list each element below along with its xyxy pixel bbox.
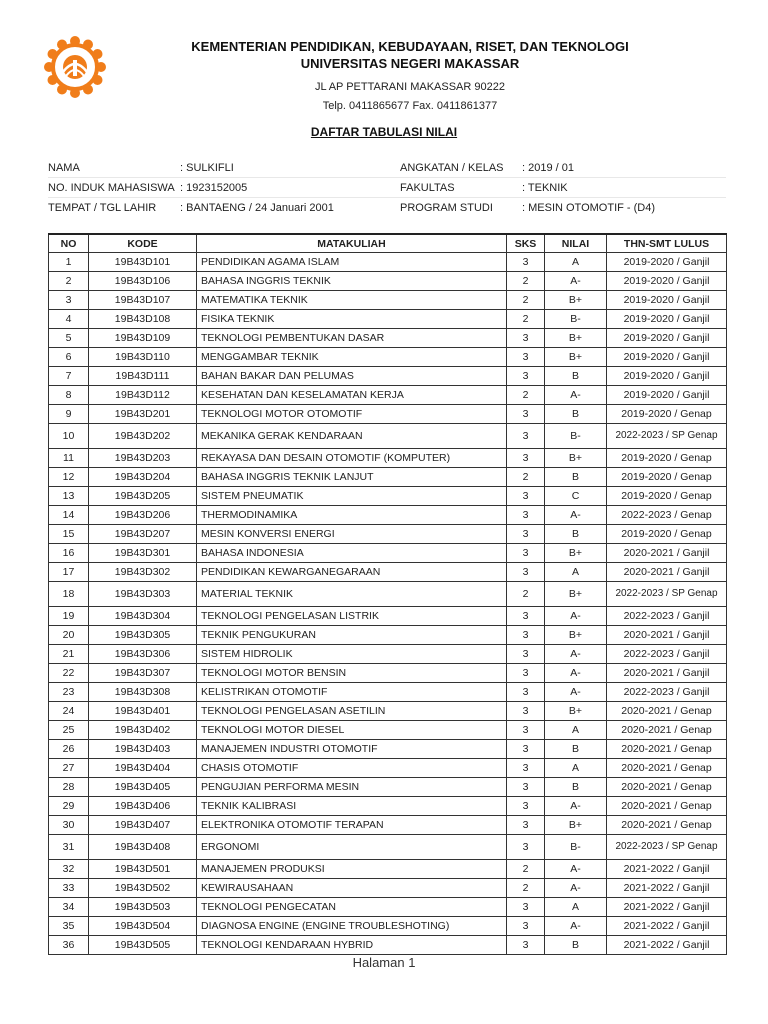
cell-matakuliah: ELEKTRONIKA OTOMOTIF TERAPAN [197, 816, 507, 835]
cell-no: 8 [49, 386, 89, 405]
cell-kode: 19B43D202 [89, 424, 197, 449]
table-row [49, 310, 727, 329]
cell-thn-smt-lulus: 2019-2020 / Ganjil [607, 291, 727, 310]
info-label: TEMPAT / TGL LAHIR [48, 201, 157, 214]
cell-sks: 2 [507, 272, 545, 291]
cell-thn-smt-lulus: 2021-2022 / Ganjil [607, 879, 727, 898]
cell-matakuliah: TEKNOLOGI MOTOR BENSIN [197, 664, 507, 683]
cell-sks: 2 [507, 468, 545, 487]
cell-sks: 2 [507, 860, 545, 879]
table-row [49, 506, 727, 525]
cell-thn-smt-lulus: 2019-2020 / Genap [607, 449, 727, 468]
cell-thn-smt-lulus: 2022-2023 / Ganjil [607, 645, 727, 664]
ministry-name: KEMENTERIAN PENDIDIKAN, KEBUDAYAAN, RISET, DAN TEKNOLOGI [191, 39, 629, 54]
cell-thn-smt-lulus: 2022-2023 / Genap [607, 506, 727, 525]
cell-sks: 2 [507, 291, 545, 310]
cell-sks: 3 [507, 525, 545, 544]
cell-matakuliah: TEKNOLOGI MOTOR DIESEL [197, 721, 507, 740]
cell-nilai: A [545, 898, 607, 917]
table-row [49, 759, 727, 778]
cell-thn-smt-lulus: 2019-2020 / Genap [607, 487, 727, 506]
cell-kode: 19B43D101 [89, 253, 197, 272]
cell-sks: 3 [507, 721, 545, 740]
cell-matakuliah: MANAJEMEN INDUSTRI OTOMOTIF [197, 740, 507, 759]
cell-sks: 3 [507, 835, 545, 860]
university-address: JL AP PETTARANI MAKASSAR 90222 [315, 81, 505, 93]
cell-matakuliah: KELISTRIKAN OTOMOTIF [197, 683, 507, 702]
cell-no: 32 [49, 860, 89, 879]
cell-thn-smt-lulus: 2021-2022 / Ganjil [607, 936, 727, 955]
cell-no: 31 [49, 835, 89, 860]
cell-kode: 19B43D205 [89, 487, 197, 506]
column-header-nilai: NILAI [545, 234, 607, 253]
cell-kode: 19B43D308 [89, 683, 197, 702]
cell-kode: 19B43D107 [89, 291, 197, 310]
cell-matakuliah: PENDIDIKAN KEWARGANEGARAAN [197, 563, 507, 582]
cell-no: 12 [49, 468, 89, 487]
cell-no: 30 [49, 816, 89, 835]
table-row [49, 816, 727, 835]
cell-nilai: B [545, 367, 607, 386]
cell-kode: 19B43D108 [89, 310, 197, 329]
cell-nilai: B+ [545, 816, 607, 835]
table-row [49, 645, 727, 664]
cell-no: 13 [49, 487, 89, 506]
cell-thn-smt-lulus: 2022-2023 / Ganjil [607, 683, 727, 702]
cell-kode: 19B43D408 [89, 835, 197, 860]
cell-no: 27 [49, 759, 89, 778]
cell-thn-smt-lulus: 2022-2023 / SP Genap [607, 582, 727, 607]
table-row [49, 487, 727, 506]
cell-nilai: B [545, 468, 607, 487]
cell-sks: 3 [507, 740, 545, 759]
table-row [49, 449, 727, 468]
info-row [48, 158, 726, 178]
cell-sks: 3 [507, 367, 545, 386]
info-label: PROGRAM STUDI [400, 201, 493, 214]
info-label: NO. INDUK MAHASISWA [48, 181, 175, 194]
cell-no: 34 [49, 898, 89, 917]
cell-sks: 3 [507, 797, 545, 816]
table-row [49, 917, 727, 936]
info-value: : TEKNIK [522, 181, 568, 194]
cell-matakuliah: KEWIRAUSAHAAN [197, 879, 507, 898]
table-row [49, 879, 727, 898]
table-row [49, 936, 727, 955]
cell-kode: 19B43D204 [89, 468, 197, 487]
cell-nilai: A [545, 759, 607, 778]
cell-no: 10 [49, 424, 89, 449]
grades-table [48, 233, 727, 955]
cell-thn-smt-lulus: 2020-2021 / Ganjil [607, 544, 727, 563]
cell-sks: 2 [507, 582, 545, 607]
cell-sks: 3 [507, 424, 545, 449]
cell-matakuliah: FISIKA TEKNIK [197, 310, 507, 329]
cell-nilai: B [545, 778, 607, 797]
cell-no: 19 [49, 607, 89, 626]
info-value: : MESIN OTOMOTIF - (D4) [522, 201, 656, 214]
cell-sks: 3 [507, 898, 545, 917]
cell-nilai: A- [545, 860, 607, 879]
cell-sks: 2 [507, 386, 545, 405]
cell-no: 11 [49, 449, 89, 468]
cell-no: 14 [49, 506, 89, 525]
cell-kode: 19B43D406 [89, 797, 197, 816]
cell-no: 9 [49, 405, 89, 424]
cell-kode: 19B43D111 [89, 367, 197, 386]
cell-matakuliah: TEKNOLOGI KENDARAAN HYBRID [197, 936, 507, 955]
cell-sks: 3 [507, 778, 545, 797]
cell-matakuliah: ERGONOMI [197, 835, 507, 860]
cell-kode: 19B43D403 [89, 740, 197, 759]
table-row [49, 721, 727, 740]
cell-thn-smt-lulus: 2022-2023 / SP Genap [607, 835, 727, 860]
cell-no: 24 [49, 702, 89, 721]
cell-no: 17 [49, 563, 89, 582]
cell-nilai: B+ [545, 582, 607, 607]
cell-thn-smt-lulus: 2020-2021 / Genap [607, 778, 727, 797]
info-value: : 2019 / 01 [522, 161, 574, 174]
cell-sks: 2 [507, 879, 545, 898]
cell-thn-smt-lulus: 2019-2020 / Ganjil [607, 329, 727, 348]
cell-nilai: B [545, 936, 607, 955]
cell-matakuliah: BAHASA INDONESIA [197, 544, 507, 563]
cell-sks: 3 [507, 683, 545, 702]
cell-thn-smt-lulus: 2020-2021 / Genap [607, 721, 727, 740]
table-row [49, 860, 727, 879]
cell-matakuliah: MEKANIKA GERAK KENDARAAN [197, 424, 507, 449]
cell-matakuliah: MENGGAMBAR TEKNIK [197, 348, 507, 367]
cell-sks: 3 [507, 487, 545, 506]
cell-sks: 3 [507, 544, 545, 563]
cell-matakuliah: TEKNOLOGI PENGECATAN [197, 898, 507, 917]
cell-nilai: B+ [545, 329, 607, 348]
cell-kode: 19B43D305 [89, 626, 197, 645]
info-row [48, 178, 726, 198]
cell-no: 35 [49, 917, 89, 936]
column-header-matakuliah: MATAKULIAH [197, 234, 507, 253]
table-row [49, 291, 727, 310]
cell-matakuliah: TEKNOLOGI PENGELASAN LISTRIK [197, 607, 507, 626]
info-value: : 1923152005 [180, 181, 248, 194]
cell-matakuliah: CHASIS OTOMOTIF [197, 759, 507, 778]
cell-nilai: C [545, 487, 607, 506]
cell-nilai: A- [545, 683, 607, 702]
cell-matakuliah: BAHAN BAKAR DAN PELUMAS [197, 367, 507, 386]
cell-sks: 3 [507, 936, 545, 955]
cell-kode: 19B43D201 [89, 405, 197, 424]
table-row [49, 348, 727, 367]
cell-matakuliah: TEKNIK PENGUKURAN [197, 626, 507, 645]
cell-kode: 19B43D505 [89, 936, 197, 955]
cell-nilai: B [545, 740, 607, 759]
document-title: DAFTAR TABULASI NILAI [310, 125, 458, 139]
cell-matakuliah: PENDIDIKAN AGAMA ISLAM [197, 253, 507, 272]
cell-thn-smt-lulus: 2020-2021 / Genap [607, 759, 727, 778]
info-label: ANGKATAN / KELAS [400, 161, 504, 174]
cell-kode: 19B43D306 [89, 645, 197, 664]
cell-nilai: B- [545, 835, 607, 860]
cell-thn-smt-lulus: 2019-2020 / Ganjil [607, 386, 727, 405]
column-header-kode: KODE [89, 234, 197, 253]
cell-no: 25 [49, 721, 89, 740]
cell-kode: 19B43D401 [89, 702, 197, 721]
column-header-thn-smt-lulus: THN-SMT LULUS [607, 234, 727, 253]
cell-sks: 2 [507, 310, 545, 329]
table-row [49, 544, 727, 563]
cell-sks: 3 [507, 645, 545, 664]
table-row [49, 740, 727, 759]
cell-nilai: B [545, 525, 607, 544]
cell-no: 28 [49, 778, 89, 797]
cell-nilai: A- [545, 664, 607, 683]
table-header-row [49, 234, 727, 253]
cell-nilai: A- [545, 645, 607, 664]
cell-sks: 3 [507, 759, 545, 778]
table-row [49, 367, 727, 386]
cell-kode: 19B43D203 [89, 449, 197, 468]
cell-nilai: A [545, 563, 607, 582]
cell-matakuliah: MESIN KONVERSI ENERGI [197, 525, 507, 544]
column-header-sks: SKS [507, 234, 545, 253]
cell-thn-smt-lulus: 2022-2023 / SP Genap [607, 424, 727, 449]
cell-nilai: B+ [545, 702, 607, 721]
cell-sks: 3 [507, 563, 545, 582]
cell-kode: 19B43D206 [89, 506, 197, 525]
table-row [49, 607, 727, 626]
cell-matakuliah: REKAYASA DAN DESAIN OTOMOTIF (KOMPUTER) [197, 449, 507, 468]
info-value: : BANTAENG / 24 Januari 2001 [180, 201, 334, 214]
table-row [49, 797, 727, 816]
cell-no: 3 [49, 291, 89, 310]
cell-nilai: A- [545, 917, 607, 936]
table-row [49, 386, 727, 405]
cell-no: 4 [49, 310, 89, 329]
info-value: : SULKIFLI [180, 161, 234, 174]
cell-no: 2 [49, 272, 89, 291]
cell-nilai: A- [545, 607, 607, 626]
cell-sks: 3 [507, 348, 545, 367]
table-row [49, 702, 727, 721]
cell-nilai: A- [545, 879, 607, 898]
cell-matakuliah: BAHASA INGGRIS TEKNIK [197, 272, 507, 291]
cell-nilai: A- [545, 272, 607, 291]
cell-nilai: B [545, 405, 607, 424]
cell-kode: 19B43D109 [89, 329, 197, 348]
cell-thn-smt-lulus: 2019-2020 / Ganjil [607, 310, 727, 329]
cell-thn-smt-lulus: 2019-2020 / Genap [607, 405, 727, 424]
cell-no: 16 [49, 544, 89, 563]
cell-matakuliah: TEKNOLOGI PENGELASAN ASETILIN [197, 702, 507, 721]
cell-kode: 19B43D302 [89, 563, 197, 582]
cell-no: 1 [49, 253, 89, 272]
cell-nilai: B- [545, 424, 607, 449]
cell-matakuliah: PENGUJIAN PERFORMA MESIN [197, 778, 507, 797]
cell-kode: 19B43D404 [89, 759, 197, 778]
table-row [49, 664, 727, 683]
info-label: FAKULTAS [400, 181, 455, 194]
grades-table-body [49, 253, 727, 955]
cell-sks: 3 [507, 506, 545, 525]
cell-sks: 3 [507, 626, 545, 645]
column-header-no: NO [49, 234, 89, 253]
table-row [49, 405, 727, 424]
cell-kode: 19B43D112 [89, 386, 197, 405]
table-row [49, 272, 727, 291]
cell-thn-smt-lulus: 2020-2021 / Genap [607, 702, 727, 721]
cell-sks: 3 [507, 405, 545, 424]
cell-sks: 3 [507, 664, 545, 683]
cell-no: 21 [49, 645, 89, 664]
cell-thn-smt-lulus: 2021-2022 / Ganjil [607, 898, 727, 917]
cell-thn-smt-lulus: 2020-2021 / Ganjil [607, 563, 727, 582]
cell-sks: 3 [507, 607, 545, 626]
cell-matakuliah: TEKNOLOGI MOTOR OTOMOTIF [197, 405, 507, 424]
cell-thn-smt-lulus: 2021-2022 / Ganjil [607, 917, 727, 936]
cell-nilai: B+ [545, 348, 607, 367]
cell-thn-smt-lulus: 2020-2021 / Ganjil [607, 664, 727, 683]
university-logo [44, 36, 106, 98]
cell-nilai: A- [545, 797, 607, 816]
cell-kode: 19B43D307 [89, 664, 197, 683]
cell-no: 15 [49, 525, 89, 544]
cell-nilai: A- [545, 386, 607, 405]
cell-nilai: A [545, 721, 607, 740]
cell-kode: 19B43D504 [89, 917, 197, 936]
cell-kode: 19B43D502 [89, 879, 197, 898]
cell-nilai: A- [545, 506, 607, 525]
cell-no: 26 [49, 740, 89, 759]
table-row [49, 582, 727, 607]
table-row [49, 898, 727, 917]
cell-thn-smt-lulus: 2019-2020 / Ganjil [607, 272, 727, 291]
table-row [49, 525, 727, 544]
table-row [49, 626, 727, 645]
cell-nilai: B+ [545, 449, 607, 468]
cell-no: 22 [49, 664, 89, 683]
cell-kode: 19B43D405 [89, 778, 197, 797]
cell-matakuliah: MATERIAL TEKNIK [197, 582, 507, 607]
cell-matakuliah: SISTEM HIDROLIK [197, 645, 507, 664]
letterhead [140, 38, 680, 113]
cell-no: 29 [49, 797, 89, 816]
cell-no: 36 [49, 936, 89, 955]
cell-sks: 3 [507, 329, 545, 348]
cell-no: 18 [49, 582, 89, 607]
cell-sks: 3 [507, 253, 545, 272]
cell-sks: 3 [507, 449, 545, 468]
cell-no: 6 [49, 348, 89, 367]
cell-matakuliah: MATEMATIKA TEKNIK [197, 291, 507, 310]
cell-no: 5 [49, 329, 89, 348]
cell-nilai: B- [545, 310, 607, 329]
cell-thn-smt-lulus: 2020-2021 / Genap [607, 816, 727, 835]
cell-sks: 3 [507, 816, 545, 835]
cell-no: 20 [49, 626, 89, 645]
cell-thn-smt-lulus: 2019-2020 / Ganjil [607, 253, 727, 272]
cell-thn-smt-lulus: 2022-2023 / Ganjil [607, 607, 727, 626]
table-row [49, 563, 727, 582]
cell-kode: 19B43D301 [89, 544, 197, 563]
cell-no: 23 [49, 683, 89, 702]
cell-kode: 19B43D106 [89, 272, 197, 291]
cell-kode: 19B43D501 [89, 860, 197, 879]
table-row [49, 329, 727, 348]
university-contact: Telp. 0411865677 Fax. 0411861377 [322, 100, 498, 112]
cell-no: 33 [49, 879, 89, 898]
cell-matakuliah: THERMODINAMIKA [197, 506, 507, 525]
cell-matakuliah: BAHASA INGGRIS TEKNIK LANJUT [197, 468, 507, 487]
cell-thn-smt-lulus: 2021-2022 / Ganjil [607, 860, 727, 879]
cell-thn-smt-lulus: 2019-2020 / Genap [607, 525, 727, 544]
cell-sks: 3 [507, 917, 545, 936]
cell-thn-smt-lulus: 2020-2021 / Genap [607, 797, 727, 816]
cell-thn-smt-lulus: 2020-2021 / Ganjil [607, 626, 727, 645]
table-row [49, 778, 727, 797]
cell-kode: 19B43D207 [89, 525, 197, 544]
cell-kode: 19B43D407 [89, 816, 197, 835]
cell-no: 7 [49, 367, 89, 386]
cell-kode: 19B43D503 [89, 898, 197, 917]
cell-matakuliah: SISTEM PNEUMATIK [197, 487, 507, 506]
university-name: UNIVERSITAS NEGERI MAKASSAR [300, 56, 520, 71]
page-number: Halaman 1 [352, 955, 416, 970]
cell-matakuliah: TEKNIK KALIBRASI [197, 797, 507, 816]
cell-thn-smt-lulus: 2020-2021 / Genap [607, 740, 727, 759]
cell-thn-smt-lulus: 2019-2020 / Ganjil [607, 367, 727, 386]
cell-sks: 3 [507, 702, 545, 721]
cell-kode: 19B43D110 [89, 348, 197, 367]
cell-kode: 19B43D303 [89, 582, 197, 607]
table-row [49, 468, 727, 487]
student-info [48, 158, 726, 217]
cell-matakuliah: TEKNOLOGI PEMBENTUKAN DASAR [197, 329, 507, 348]
cell-matakuliah: MANAJEMEN PRODUKSI [197, 860, 507, 879]
info-row [48, 198, 726, 217]
table-row [49, 424, 727, 449]
table-row [49, 683, 727, 702]
cell-kode: 19B43D304 [89, 607, 197, 626]
cell-thn-smt-lulus: 2019-2020 / Genap [607, 468, 727, 487]
table-row [49, 835, 727, 860]
cell-nilai: B+ [545, 291, 607, 310]
table-row [49, 253, 727, 272]
cell-kode: 19B43D402 [89, 721, 197, 740]
info-label: NAMA [48, 161, 80, 174]
cell-thn-smt-lulus: 2019-2020 / Ganjil [607, 348, 727, 367]
cell-nilai: A [545, 253, 607, 272]
cell-nilai: B+ [545, 626, 607, 645]
cell-matakuliah: DIAGNOSA ENGINE (ENGINE TROUBLESHOTING) [197, 917, 507, 936]
cell-nilai: B+ [545, 544, 607, 563]
cell-matakuliah: KESEHATAN DAN KESELAMATAN KERJA [197, 386, 507, 405]
